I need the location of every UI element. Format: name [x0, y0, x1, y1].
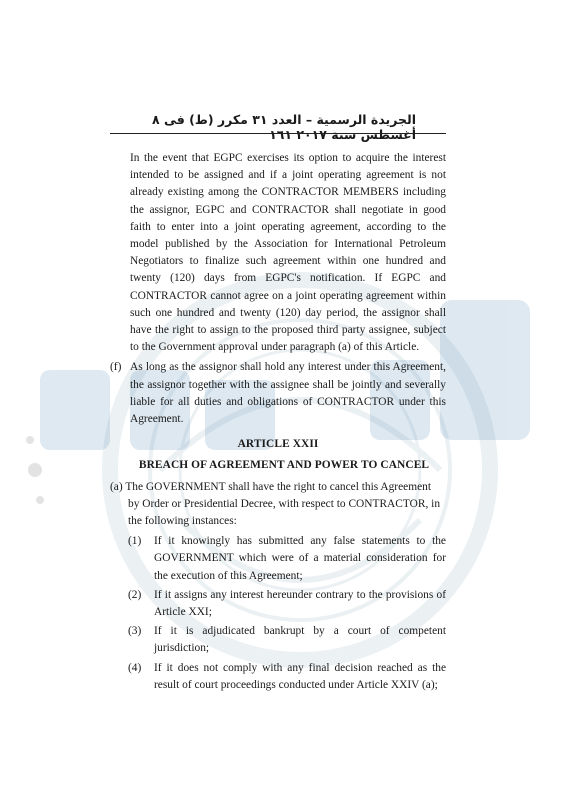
- list-item: [128, 533, 446, 585]
- clause-a-rest: by Order or Presidential Decree, with respect to CONTRACTOR, in the following instances:: [128, 497, 441, 528]
- clause-f: [110, 359, 446, 428]
- article-subtitle: BREACH OF AGREEMENT AND POWER TO CANCEL: [138, 459, 430, 472]
- instances-list: [128, 533, 446, 694]
- list-item-label: (1): [128, 535, 142, 548]
- list-item: [128, 587, 446, 621]
- clause-a-first-line: The GOVERNMENT shall have the right to cancel this Agreement: [125, 480, 431, 493]
- list-item-text: If it knowingly has submitted any false statements to the GOVERNMENT which were of a material consideration for the execution of this Agreement;: [154, 535, 446, 582]
- list-item-label: (4): [128, 661, 142, 674]
- header-rule: [110, 133, 446, 134]
- clause-f-label: (f): [110, 361, 122, 374]
- list-item-text: If it does not comply with any final decision reached as the result of court proceedings conducted under Article XXIV (a);: [154, 661, 446, 691]
- list-item: [128, 623, 446, 657]
- list-item-label: (2): [128, 588, 142, 601]
- intro-paragraph: In the event that EGPC exercises its option to acquire the interest intended to be assigned and if a joint operating agreement is not already existing among the CONTRACTOR MEMBERS including the assignor, EGPC and CONTRACTOR shall negotiate in good faith to enter into a joint operating agreement, according to the model published by the Association for International Petroleum Negotiators to finalize such agreement within one hundred and twenty (120) days from EGPC's notification. If EGPC and CONTRACTOR cannot agree on a joint operating agreement within such one hundred and twenty (120) day period, the assignor shall have the right to assign to the proposed third party assignee, subject to the Government approval under paragraph (a) of this Article.: [130, 152, 446, 354]
- clause-a: [110, 479, 446, 531]
- gazette-header: الجريدة الرسمية – العدد ٣١ مكرر (ط) فى ٨ أغسطس سنة ٢٠١٧ ١٦١: [151, 112, 416, 142]
- list-item-text: If it is adjudicated bankrupt by a court of competent jurisdiction;: [154, 625, 446, 655]
- article-title: ARTICLE XXII: [237, 438, 319, 451]
- list-item-text: If it assigns any interest hereunder contrary to the provisions of Article XXI;: [154, 588, 446, 619]
- list-item-label: (3): [128, 625, 142, 638]
- document-body: [110, 150, 446, 696]
- list-item: [128, 660, 446, 694]
- clause-a-label: (a): [110, 480, 123, 493]
- clause-f-text: As long as the assignor shall hold any interest under this Agreement, the assignor together with the assignee shall be jointly and severally liable for all duties and obligations of CONTRACTOR under this Agreement.: [130, 361, 446, 426]
